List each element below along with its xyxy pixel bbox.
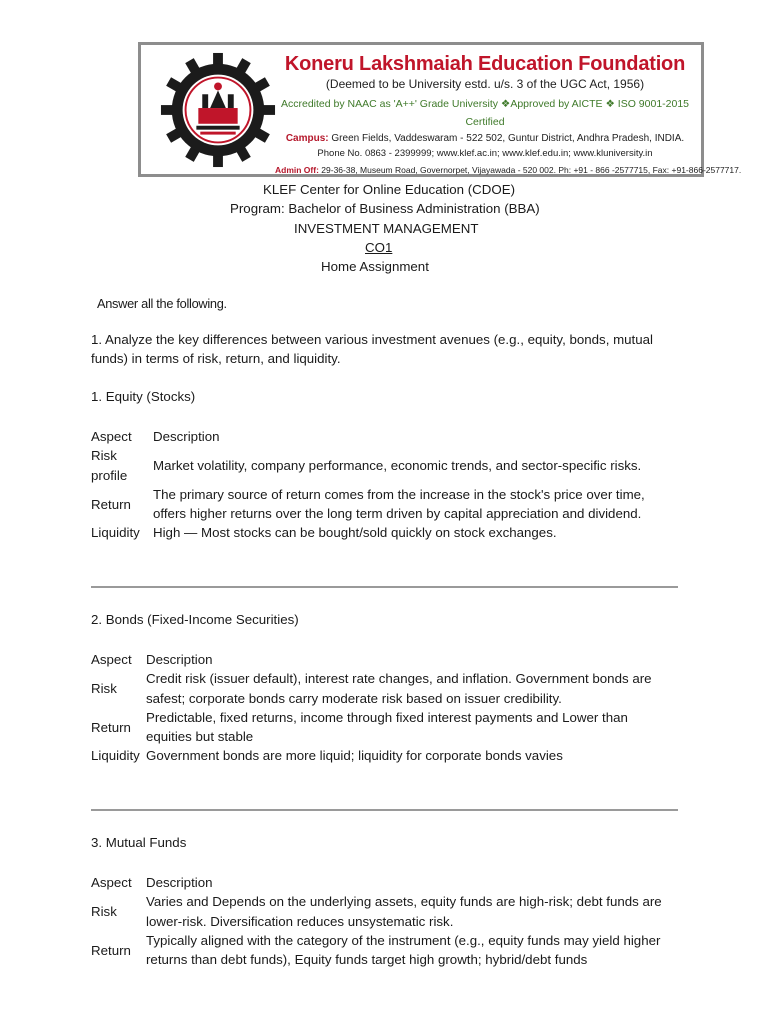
question-1: 1. Analyze the key differences between various investment avenues (e.g., equity, bonds, mutual funds) in terms of risk, return, and liquidity. bbox=[91, 332, 654, 367]
col-aspect: Aspect bbox=[91, 875, 132, 890]
table-row bbox=[89, 708, 678, 747]
admin-label: Admin Off: bbox=[275, 165, 319, 175]
section-heading-equity: 1. Equity (Stocks) bbox=[91, 389, 196, 404]
row-description: The primary source of return comes from the increase in the stock's price over time, offers higher returns over the long term driven by capital appreciation and dividend. bbox=[153, 486, 645, 522]
col-description: Description bbox=[146, 875, 213, 890]
section-divider bbox=[91, 809, 678, 811]
col-description: Description bbox=[153, 429, 220, 444]
table-row bbox=[89, 746, 678, 765]
col-aspect: Aspect bbox=[91, 429, 132, 444]
row-description: Varies and Depends on the underlying assets, equity funds are high-risk; debt funds are lower-risk. Diversification reduces unsystematic risk. bbox=[146, 894, 662, 929]
table-row bbox=[89, 931, 678, 970]
assignment-type: Home Assignment bbox=[321, 259, 429, 275]
row-aspect: Return bbox=[91, 496, 131, 512]
row-description: Market volatility, company performance, economic trends, and sector-specific risks. bbox=[153, 457, 642, 473]
row-aspect: Risk profile bbox=[91, 448, 128, 483]
table-row bbox=[89, 523, 680, 542]
row-description: Typically aligned with the category of the instrument (e.g., equity funds may yield higher returns than debt funds), Equity funds target high growth; hybrid/debt funds bbox=[146, 932, 661, 968]
course-title: INVESTMENT MANAGEMENT bbox=[294, 220, 479, 236]
campus-text: Green Fields, Vaddeswaram - 522 502, Guntur District, Andhra Pradesh, INDIA. bbox=[331, 133, 685, 144]
row-aspect: Return bbox=[91, 719, 131, 735]
letterhead bbox=[138, 42, 742, 177]
deemed-status: (Deemed to be University estd. u/s. 3 of the UGC Act, 1956) bbox=[325, 77, 645, 91]
table-header-row bbox=[89, 873, 678, 892]
table-row bbox=[89, 446, 680, 485]
university-name: Koneru Lakshmaiah Education Foundation bbox=[284, 53, 686, 75]
table-row bbox=[89, 669, 678, 708]
course-outcome: CO1 bbox=[365, 239, 393, 255]
row-description: High — Most stocks can be bought/sold quickly on stock exchanges. bbox=[153, 525, 557, 541]
bonds-table bbox=[89, 650, 678, 766]
campus-address bbox=[275, 131, 695, 146]
campus-label: Campus: bbox=[285, 133, 329, 144]
table-row bbox=[89, 485, 680, 524]
table-header-row bbox=[89, 427, 680, 446]
section-heading-bonds: 2. Bonds (Fixed-Income Securities) bbox=[91, 612, 299, 627]
admin-text: 29-36-38, Museum Road, Governorpet, Vijayawada - 520 002. Ph: +91 - 866 -2577715, Fax: +91-866-2577717. bbox=[321, 165, 742, 175]
row-description: Credit risk (issuer default), interest rate changes, and inflation. Government bonds are safest; corporate bonds carry moderate risk based on issuer credibility. bbox=[146, 671, 652, 706]
university-seal-icon bbox=[159, 51, 277, 169]
center-title: KLEF Center for Online Education (CDOE) bbox=[263, 182, 516, 197]
table-header-row bbox=[89, 650, 678, 669]
row-description: Predictable, fixed returns, income through fixed interest payments and Lower than equities but stable bbox=[146, 709, 628, 745]
program-title: Program: Bachelor of Business Administration (BBA) bbox=[230, 201, 540, 217]
instruction: Answer all the following. bbox=[97, 296, 227, 311]
section-divider bbox=[91, 586, 678, 588]
row-aspect: Return bbox=[91, 942, 131, 958]
document-header bbox=[0, 180, 768, 276]
row-aspect: Risk bbox=[91, 903, 117, 919]
phone-websites: Phone No. 0863 - 2399999; www.klef.ac.in; www.klef.edu.in; www.kluniversity.in bbox=[317, 148, 653, 159]
table-row bbox=[89, 892, 678, 931]
row-description: Government bonds are more liquid; liquidity for corporate bonds vavies bbox=[146, 748, 563, 764]
row-aspect: Liquidity bbox=[91, 525, 140, 541]
mutual-funds-table bbox=[89, 873, 678, 969]
admin-office bbox=[275, 161, 742, 179]
accreditation-line: Accredited by NAAC as 'A++' Grade University ❖Approved by AICTE ❖ ISO 9001-2015 Certified bbox=[280, 98, 690, 128]
row-aspect: Risk bbox=[91, 680, 117, 696]
section-heading-mutual-funds: 3. Mutual Funds bbox=[91, 835, 187, 850]
col-aspect: Aspect bbox=[91, 652, 132, 667]
equity-table bbox=[89, 427, 680, 543]
row-aspect: Liquidity bbox=[91, 748, 140, 764]
col-description: Description bbox=[146, 652, 213, 667]
